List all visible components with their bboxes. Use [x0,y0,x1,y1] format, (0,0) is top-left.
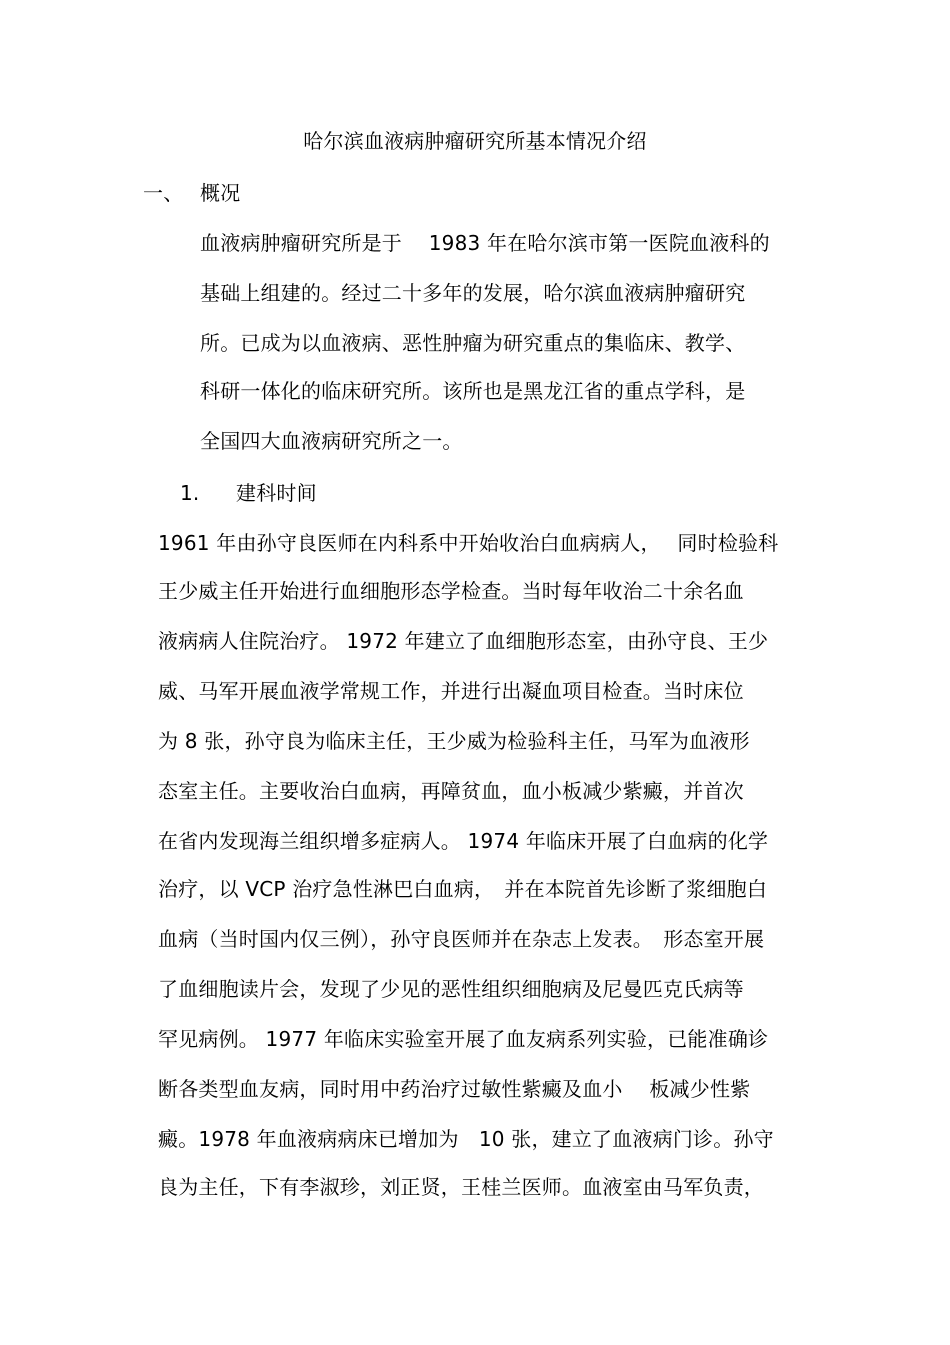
body-line: 1961 年由孙守良医师在内科系中开始收治白血病病人， 同时检验科 [158,531,779,555]
document-title: 哈尔滨血液病肿瘤研究所基本情况介绍 [303,129,647,153]
intro-line: 全国四大血液病研究所之一。 [200,429,463,453]
body-line: 治疗，以 VCP 治疗急性淋巴白血病， 并在本院首先诊断了浆细胞白 [158,877,768,901]
subsection-number: 1. [180,481,200,505]
intro-line: 所。已成为以血液病、恶性肿瘤为研究重点的集临床、教学、 [200,331,746,355]
intro-line: 科研一体化的临床研究所。该所也是黑龙江省的重点学科，是 [200,379,746,403]
section-number: 一、 [143,181,184,205]
body-line: 断各类型血友病，同时用中药治疗过敏性紫癜及血小 板减少性紫 [158,1077,751,1101]
body-line: 王少威主任开始进行血细胞形态学检查。当时每年收治二十余名血 [158,579,744,603]
body-line: 在省内发现海兰组织增多症病人。 1974 年临床开展了白血病的化学 [158,829,769,853]
body-line: 罕见病例。 1977 年临床实验室开展了血友病系列实验，已能准确诊 [158,1027,769,1051]
body-line: 液病病人住院治疗。 1972 年建立了血细胞形态室，由孙守良、王少 [158,629,769,653]
intro-line: 基础上组建的。经过二十多年的发展，哈尔滨血液病肿瘤研究 [200,281,746,305]
body-line: 态室主任。主要收治白血病，再障贫血，血小板减少紫癜，并首次 [158,779,744,803]
intro-line: 血液病肿瘤研究所是于 1983 年在哈尔滨市第一医院血液科的 [200,231,770,255]
body-line: 为 8 张，孙守良为临床主任，王少威为检验科主任，马军为血液形 [158,729,750,753]
body-line: 癜。1978 年血液病病床已增加为 10 张，建立了血液病门诊。孙守 [158,1127,774,1151]
body-line: 血病（当时国内仅三例），孙守良医师并在杂志上发表。 形态室开展 [158,927,765,951]
body-line: 良为主任，下有李淑珍，刘正贤，王桂兰医师。血液室由马军负责， [158,1175,764,1199]
body-line: 了血细胞读片会，发现了少见的恶性组织细胞病及尼曼匹克氏病等 [158,977,744,1001]
section-heading: 概况 [200,181,241,205]
subsection-heading: 建科时间 [236,481,317,505]
body-line: 威、马军开展血液学常规工作，并进行出凝血项目检查。当时床位 [158,679,744,703]
